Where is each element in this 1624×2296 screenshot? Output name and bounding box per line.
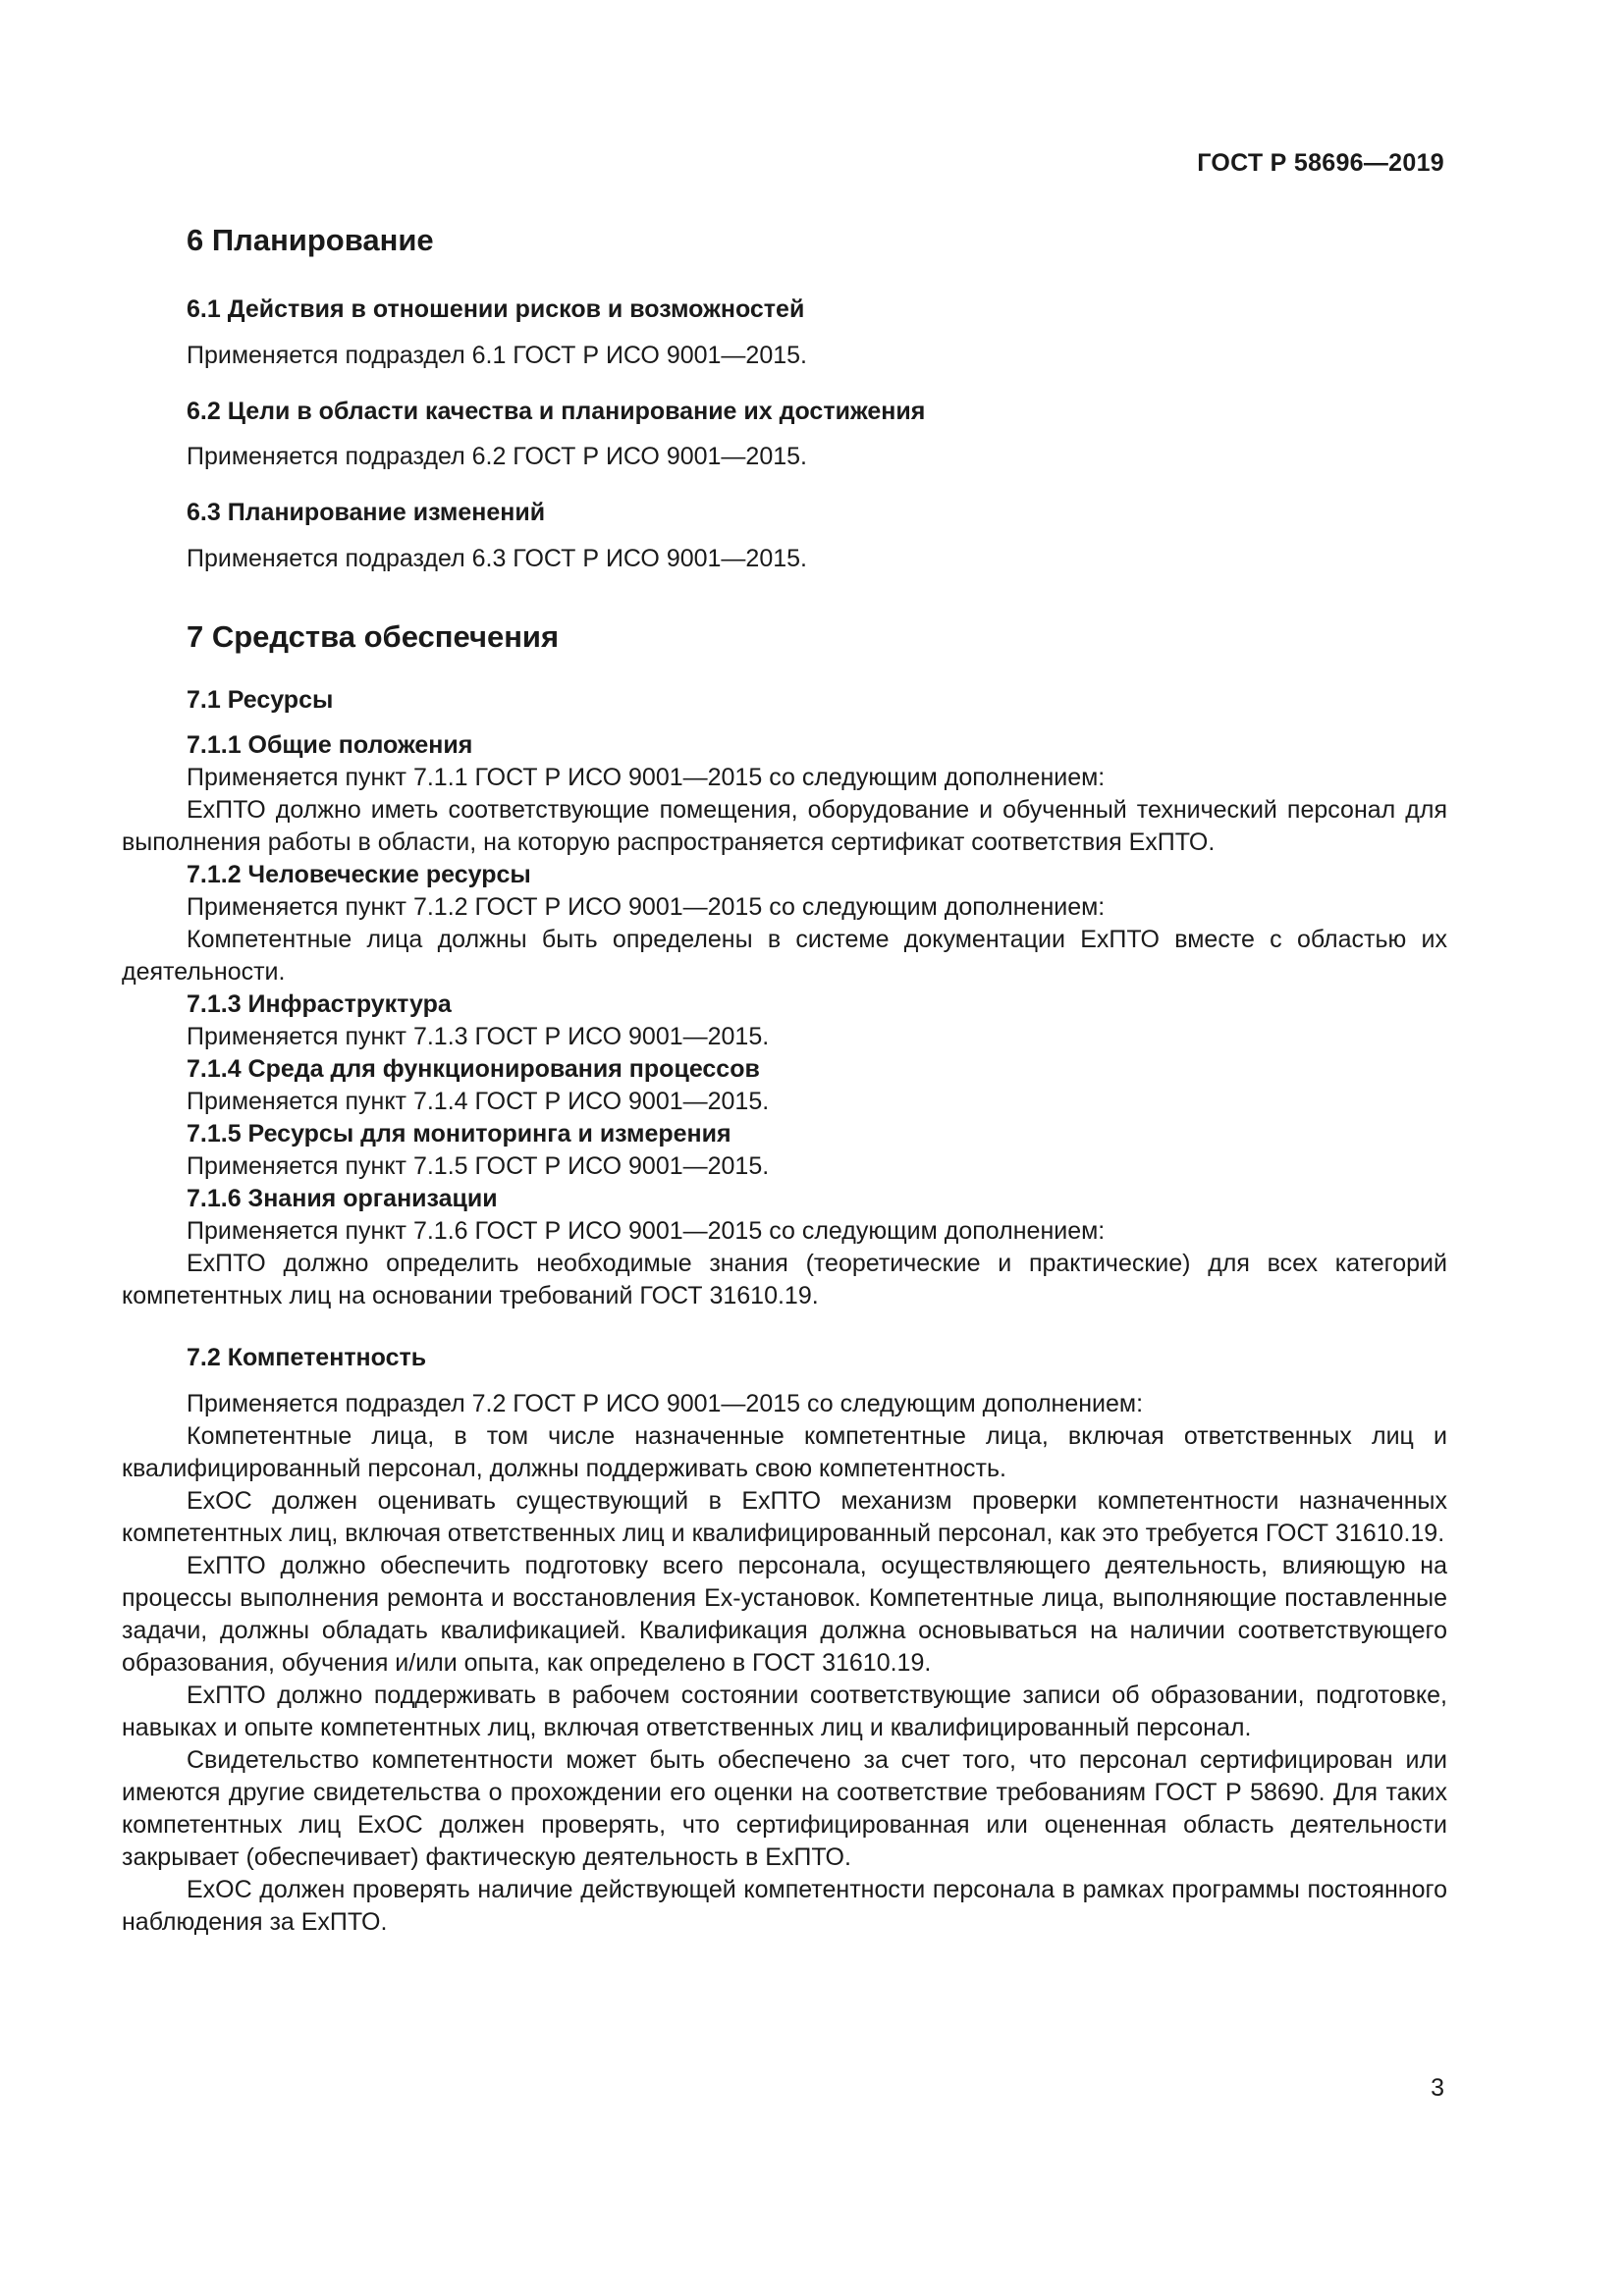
page-number: 3 (1431, 2074, 1444, 2102)
subsection-6-2-text: Применяется подраздел 6.2 ГОСТ Р ИСО 9001—2015. (187, 443, 807, 471)
section-7-title: 7 Средства обеспечения (187, 618, 560, 654)
clause-7-1-1-title: 7.1.1 Общие положения (187, 731, 473, 760)
clause-7-1-2-para-1: Применяется пункт 7.1.2 ГОСТ Р ИСО 9001—2015 со следующим дополнением: (187, 893, 1106, 922)
subsection-7-2-para-7: ExОС должен проверять наличие действующей компетентности персонала в рамках программы постоянного наблюдения за ExПТО. (122, 1875, 1447, 1936)
subsection-7-2-para-6: Свидетельство компетентности может быть обеспечено за счет того, что персонал сертифицирован или имеются другие свидетельства о прохождении его оценки на соответствие требованиям ГОСТ Р 58690. Для таких компетентных лиц ExОС должен проверять, что сертифицированная или оцененная область деятельности закрывает (обеспечивает) фактическую деятельность в ExПТО. (122, 1745, 1447, 1871)
clause-7-1-1-para-1: Применяется пункт 7.1.1 ГОСТ Р ИСО 9001—2015 со следующим дополнением: (187, 764, 1106, 792)
subsection-6-2-title: 6.2 Цели в области качества и планирование их достижения (187, 397, 926, 425)
subsection-6-3-title: 6.3 Планирование изменений (187, 499, 546, 527)
subsection-7-2-para-4: ExПТО должно обеспечить подготовку всего персонала, осуществляющего деятельность, влияющую на процессы выполнения ремонта и восстановления Ex-установок. Компетентные лица, выполняющие поставленные задачи, должны обладать квалификацией. Квалификация должна основываться на наличии соответствующего образования, обучения и/или опыта, как определено в ГОСТ 31610.19. (122, 1551, 1447, 1677)
clause-7-1-2-para-2: Компетентные лица должны быть определены в системе документации ExПТО вместе с областью их деятельности. (122, 926, 1447, 987)
clause-7-1-5-para-1: Применяется пункт 7.1.5 ГОСТ Р ИСО 9001—2015. (187, 1152, 770, 1181)
section-6-title: 6 Планирование (187, 223, 434, 257)
subsection-6-1-text: Применяется подраздел 6.1 ГОСТ Р ИСО 9001—2015. (187, 341, 807, 369)
clause-7-1-6-para-1: Применяется пункт 7.1.6 ГОСТ Р ИСО 9001—2015 со следующим дополнением: (187, 1217, 1106, 1246)
page-content (122, 222, 1447, 1939)
clause-7-1-3-title: 7.1.3 Инфраструктура (187, 990, 452, 1019)
subsection-7-2-para-1: Применяется подраздел 7.2 ГОСТ Р ИСО 9001—2015 со следующим дополнением: (187, 1389, 1144, 1417)
subsection-6-1-title: 6.1 Действия в отношении рисков и возможностей (187, 295, 805, 324)
document-header-id: ГОСТ Р 58696—2019 (1197, 149, 1444, 177)
subsection-7-2-title: 7.2 Компетентность (187, 1344, 427, 1372)
clause-7-1-3-para-1: Применяется пункт 7.1.3 ГОСТ Р ИСО 9001—2015. (187, 1023, 770, 1051)
clause-7-1-1-para-2: ExПТО должно иметь соответствующие помещения, оборудование и обученный технический персонал для выполнения работы в области, на которую распространяется сертификат соответствия ExПТО. (122, 796, 1447, 857)
clause-7-1-4-title: 7.1.4 Среда для функционирования процессов (187, 1055, 760, 1084)
subsection-7-2-para-3: ExОС должен оценивать существующий в ExПТО механизм проверки компетентности назначенных компетентных лиц, включая ответственных лиц и квалифицированный персонал, как это требуется ГОСТ 31610.19. (122, 1486, 1447, 1547)
subsection-6-3-text: Применяется подраздел 6.3 ГОСТ Р ИСО 9001—2015. (187, 544, 807, 572)
subsection-7-2-para-5: ExПТО должно поддерживать в рабочем состоянии соответствующие записи об образовании, подготовке, навыках и опыте компетентных лиц, включая ответственных лиц и квалифицированный персонал. (122, 1681, 1447, 1741)
subsection-7-2-para-2: Компетентные лица, в том числе назначенные компетентные лица, включая ответственных лиц и квалифицированный персонал, должны поддерживать свою компетентность. (122, 1421, 1447, 1482)
clause-7-1-5-title: 7.1.5 Ресурсы для мониторинга и измерения (187, 1120, 731, 1148)
clause-7-1-4-para-1: Применяется пункт 7.1.4 ГОСТ Р ИСО 9001—2015. (187, 1088, 770, 1116)
clause-7-1-6-title: 7.1.6 Знания организации (187, 1185, 498, 1213)
clause-7-1-6-para-2: ExПТО должно определить необходимые знания (теоретические и практические) для всех категорий компетентных лиц на основании требований ГОСТ 31610.19. (122, 1250, 1447, 1310)
clause-7-1-2-title: 7.1.2 Человеческие ресурсы (187, 861, 531, 889)
subsection-7-1-title: 7.1 Ресурсы (187, 685, 334, 714)
